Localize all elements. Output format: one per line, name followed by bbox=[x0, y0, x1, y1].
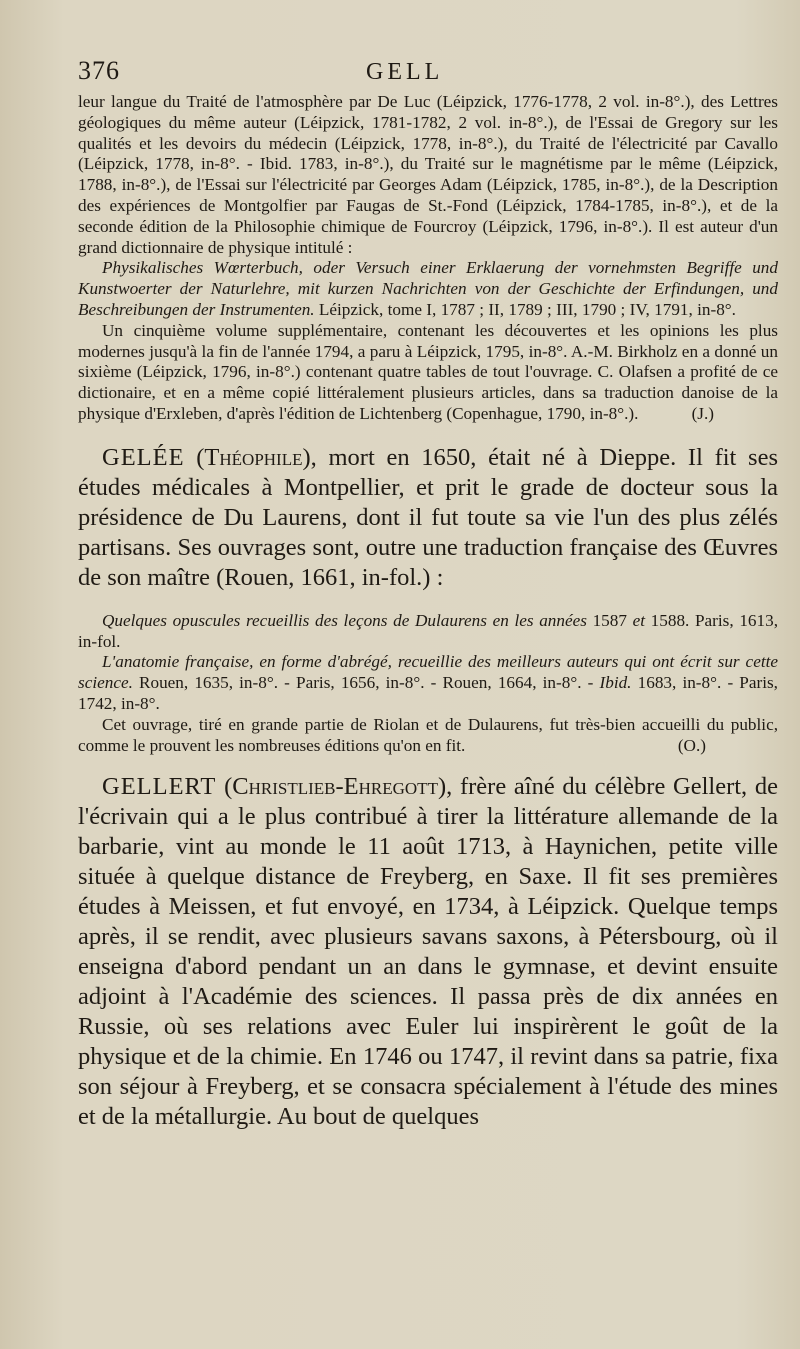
gellert-entry bbox=[78, 772, 778, 1132]
gelee-entry bbox=[78, 443, 778, 757]
gell-dictionary-title-italic: Physikalisches Wœrterbuch, oder Versuch einer Erklaerung der vornehmsten Begriffe und Kunstwoerter der Naturlehre, mit kurzen Nachrichten von der Geschichte der Erfindungen, und Beschreibungen der Instrumenten. bbox=[78, 258, 778, 319]
gell-paragraph-1: leur langue du Traité de l'atmosphère par De Luc (Léipzick, 1776-1778, 2 vol. in-8°.), des Lettres géologiques du même auteur (Léipzick, 1781-1782, 2 vol. in-8°.), de l'Essai de Gregory sur les qualités et les devoirs du médecin (Léipzick, 1778, in-8°.), du Traité de l'électricité par Cavallo (Léipzick, 1778, in-8°. - Ibid. 1783, in-8°.), du Traité sur le magnétisme par le même (Léipzick, 1788, in-8°.), de l'Essai sur l'électricité par Georges Adam (Léipzick, 1785, in-8°.), de la Description des expériences de Montgolfier par Faugas de St.-Fond (Léipzick, 1784-1785, in-8°.), et de la seconde édition de la Philosophie chimique de Fourcroy (Léipzick, 1796, in-8°.). Il est auteur d'un grand dictionnaire de physique intitulé : bbox=[78, 92, 778, 257]
gelee-paragraph-2-text: Cet ouvrage, tiré en grande partie de Riolan et de Dulaurens, fut très-bien accueilli du public, comme le prouvent les nombreuses éditions qu'on en fit. bbox=[78, 714, 778, 755]
gellert-paragraph-1-text: , frère aîné du célèbre Gellert, de l'écrivain qui a le plus contribué à tirer la littérature allemande de la barbarie, vint au monde le 11 août 1713, à Haynichen, petite ville située à quelque distance de Freyberg, en Saxe. Il fit ses premières études à Meissen, et fut envoyé, en 1734, à Léipzick. Quelque temps après, il se rendit, avec plusieurs savans saxons, à Pétersbourg, où il enseigna d'abord pendant un an dans le gymnase, et devint ensuite adjoint à l'Académie des sciences. Il passa près de dix années en Russie, où ses relations avec Euler lui inspirèrent le goût de la physique et de la chimie. En 1746 ou 1747, il revint dans sa patrie, fixa son séjour à Freyberg, et se consacra spécialement à l'étude des mines et de la métallurgie. Au bout de quelques bbox=[78, 773, 778, 1131]
gell-dictionary-title bbox=[78, 258, 778, 320]
gelee-work-1-et: et bbox=[632, 610, 646, 630]
gell-paragraph-2-text: Un cinquième volume supplémentaire, contenant les découvertes et les opinions les plus modernes jusqu'à la fin de l'année 1794, a paru à Léipzick, 1795, in-8°. A.-M. Birkholz en a donné un sixième (Léipzick, 1796, in-8°.) contenant quatre tables de tout l'ouvrage. C. Olafsen a profité de ce dictionaire, et en a même copié littéralement plusieurs articles, dans sa traduction danoise de la physique d'Erxleben, d'après l'édition de Lichtenberg (Copenhague, 1790, in-8°.). bbox=[78, 320, 778, 423]
gelee-forename: Théophile bbox=[204, 443, 303, 471]
gelee-name: GELÉE bbox=[102, 443, 185, 471]
gelee-work-2-rest-b: 1683, in-8°. - Paris, 1742, in-8°. bbox=[78, 673, 778, 713]
gelee-paragraph-1-text: , mort en 1650, était né à Dieppe. Il fit ses études médicales à Montpellier, et prit le grade de docteur sous la présidence de Du Laurens, dont il fut toute sa vie l'un des plus zélés partisans. Ses ouvrages sont, outre une traduction française des Œuvres de son maître (Rouen, 1661, in-fol.) : bbox=[78, 443, 778, 591]
page-header bbox=[78, 56, 778, 92]
running-head: GELL bbox=[366, 59, 444, 85]
gell-paragraph-2 bbox=[78, 321, 778, 425]
gelee-work-1-rest-b: 1588. Paris, 1613, in-fol. bbox=[78, 610, 778, 651]
gellert-paragraph-1: GELLERT (Christlieb-Ehregott), frère aîné du célèbre Gellert, de l'écrivain qui a le plus contribué à tirer la littérature allemande de la barbarie, vint au monde le 11 août 1713, à Haynichen, petite ville située à quelque distance de Freyberg, en Saxe. Il fit ses premières études à Meissen, et fut envoyé, en 1734, à Léipzick. Quelque temps après, il se rendit, avec plusieurs savans saxons, à Pétersbourg, où il enseigna d'abord pendant un an dans le gymnase, et devint ensuite adjoint à l'Académie des sciences. Il passa près de dix années en Russie, où ses relations avec Euler lui inspirèrent le goût de la physique et de la chimie. En 1746 ou 1747, il revint dans sa patrie, fixa son séjour à Freyberg, et se consacra spécialement à l'étude des mines et de la métallurgie. Au bout de quelques bbox=[78, 773, 778, 1131]
gelee-paragraph-2 bbox=[78, 715, 778, 757]
gelee-work-2 bbox=[78, 652, 778, 714]
gelee-signature: (O.) bbox=[677, 735, 706, 755]
gelee-work-1 bbox=[78, 611, 778, 653]
gellert-forename: Christlieb-Ehregott bbox=[232, 773, 438, 801]
page-number: 376 bbox=[78, 56, 120, 85]
gell-entry bbox=[78, 92, 778, 425]
gelee-work-1-rest-a: 1587 bbox=[586, 610, 633, 630]
gellert-name: GELLERT bbox=[102, 773, 217, 801]
gelee-work-2-rest-a: Rouen, 1635, in-8°. - Paris, 1656, in-8°. - Rouen, 1664, in-8°. - bbox=[132, 673, 600, 693]
gelee-work-1-title: Quelques opuscules recueillis des leçons de Dulaurens en les années bbox=[102, 610, 587, 630]
gelee-work-2-ibid: Ibid. bbox=[599, 673, 632, 693]
gelee-paragraph-1: GELÉE (Théophile), mort en 1650, était né à Dieppe. Il fit ses études médicales à Montpellier, et prit le grade de docteur sous la présidence de Du Laurens, dont il fut toute sa vie l'un des plus zélés partisans. Ses ouvrages sont, outre une traduction française des Œuvres de son maître (Rouen, 1661, in-fol.) : bbox=[78, 443, 778, 591]
gell-signature: (J.) bbox=[691, 403, 714, 423]
gelee-work-2-title: L'anatomie française, en forme d'abrégé, recueillie des meilleurs auteurs qui ont écrit sur cette science. bbox=[78, 652, 778, 693]
gell-dictionary-title-rest: Léipzick, tome I, 1787 ; II, 1789 ; III, 1790 ; IV, 1791, in-8°. bbox=[314, 299, 736, 319]
